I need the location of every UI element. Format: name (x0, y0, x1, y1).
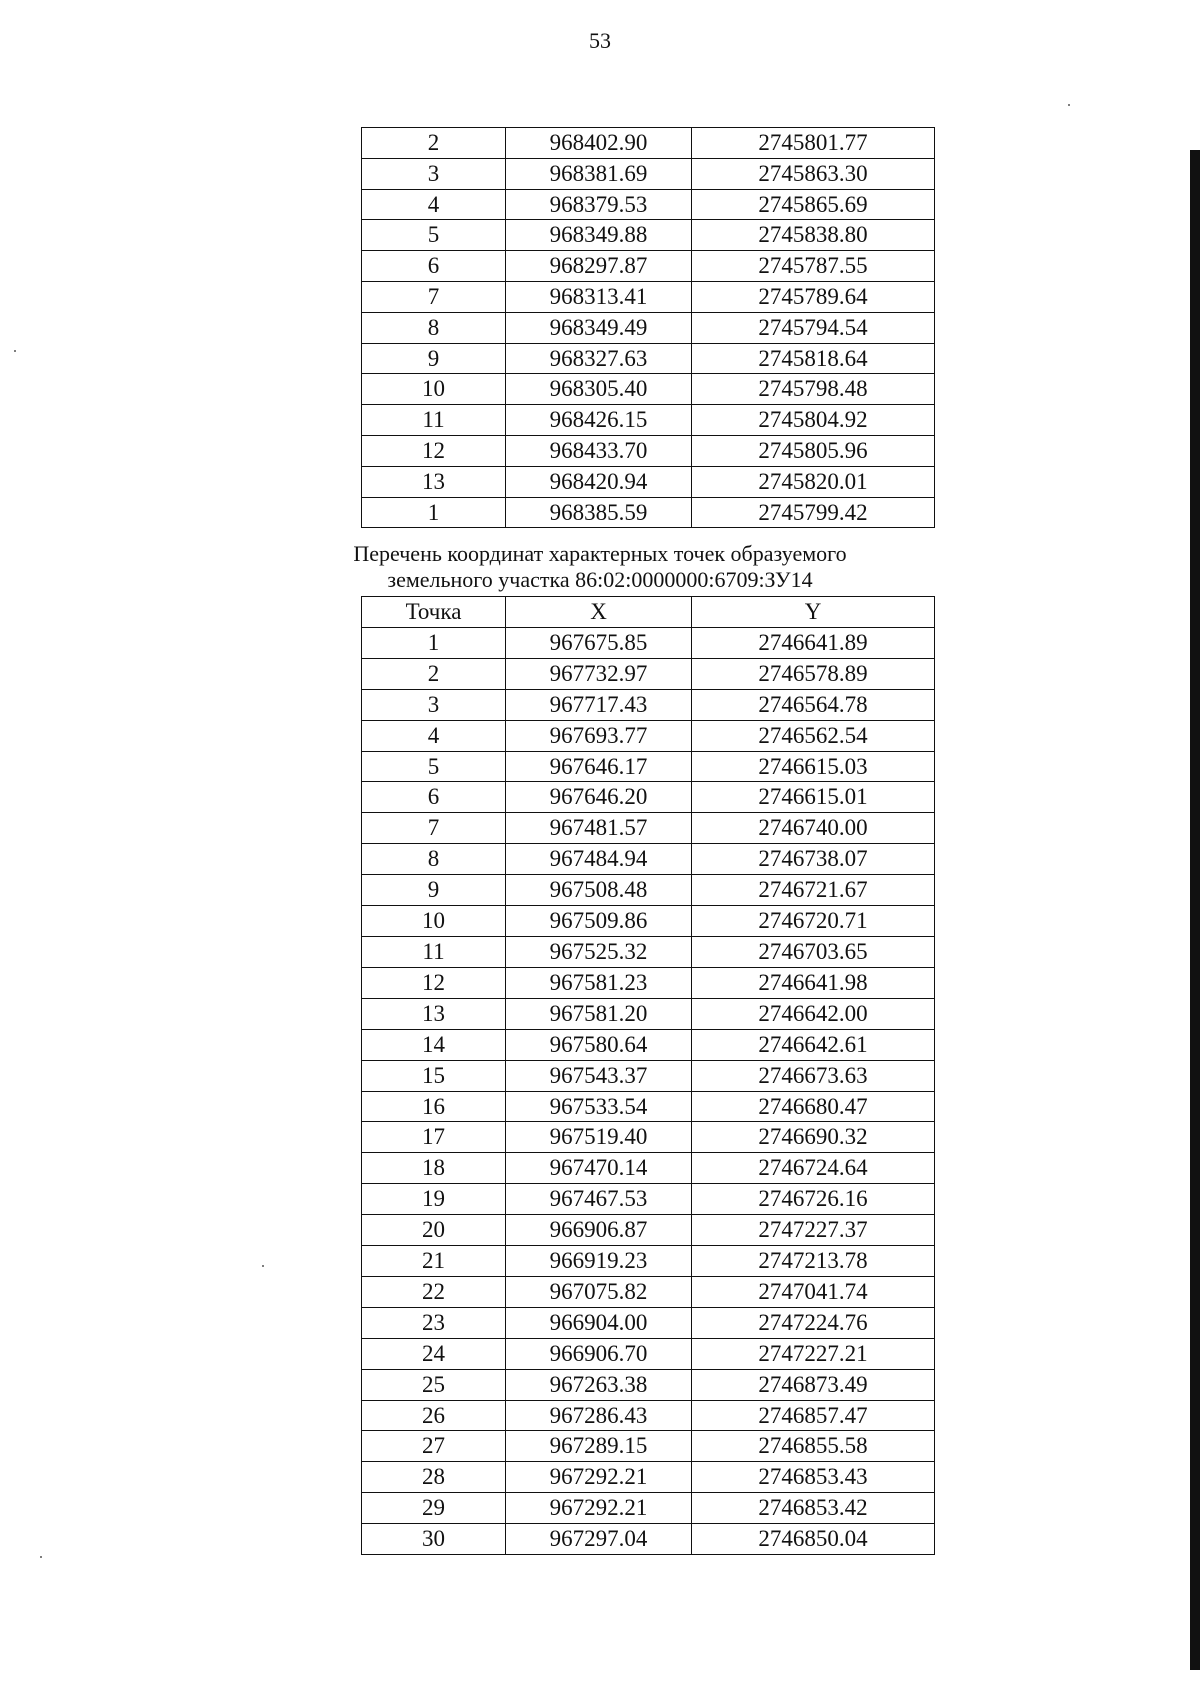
cell-point: 7 (362, 281, 506, 312)
table-row (362, 658, 935, 689)
cell-y: 2745787.55 (692, 251, 935, 282)
cell-y: 2746721.67 (692, 875, 935, 906)
cell-x: 967289.15 (506, 1431, 692, 1462)
cell-point: 28 (362, 1462, 506, 1493)
table-header-row (362, 597, 935, 628)
cell-point: 3 (362, 158, 506, 189)
cell-x: 968305.40 (506, 374, 692, 405)
table-row (362, 998, 935, 1029)
cell-y: 2746873.49 (692, 1369, 935, 1400)
table-row (362, 906, 935, 937)
cell-point: 5 (362, 220, 506, 251)
cell-point: 20 (362, 1215, 506, 1246)
cell-y: 2746703.65 (692, 936, 935, 967)
table-row (362, 1153, 935, 1184)
cell-x: 967581.23 (506, 967, 692, 998)
table-row (362, 281, 935, 312)
cell-y: 2746738.07 (692, 844, 935, 875)
cell-y: 2745805.96 (692, 435, 935, 466)
table-row (362, 312, 935, 343)
cell-y: 2746642.00 (692, 998, 935, 1029)
cell-x: 967717.43 (506, 689, 692, 720)
coordinates-table-continued-body (362, 128, 935, 528)
caption-line-2: земельного участка 86:02:0000000:6709:ЗУ14 (387, 567, 813, 592)
scan-edge-bar (1190, 150, 1200, 1670)
page-number: 53 (589, 28, 611, 53)
table-row (362, 1029, 935, 1060)
cell-y: 2746564.78 (692, 689, 935, 720)
cell-y: 2745820.01 (692, 466, 935, 497)
cell-x: 967646.20 (506, 782, 692, 813)
cell-point: 16 (362, 1091, 506, 1122)
header-x: X (506, 597, 692, 628)
cell-point: 5 (362, 751, 506, 782)
cell-point: 23 (362, 1307, 506, 1338)
table-row (362, 1060, 935, 1091)
cell-x: 967509.86 (506, 906, 692, 937)
cell-x: 967484.94 (506, 844, 692, 875)
cell-x: 967581.20 (506, 998, 692, 1029)
table-row (362, 1369, 935, 1400)
cell-y: 2745804.92 (692, 405, 935, 436)
cell-point: 17 (362, 1122, 506, 1153)
cell-y: 2746740.00 (692, 813, 935, 844)
table-row (362, 1184, 935, 1215)
table-row (362, 405, 935, 436)
cell-point: 18 (362, 1153, 506, 1184)
cell-y: 2746690.32 (692, 1122, 935, 1153)
cell-point: 11 (362, 405, 506, 436)
cell-x: 967467.53 (506, 1184, 692, 1215)
cell-x: 968420.94 (506, 466, 692, 497)
table-row (362, 751, 935, 782)
cell-x: 967646.17 (506, 751, 692, 782)
table-row (362, 128, 935, 159)
cell-y: 2745798.48 (692, 374, 935, 405)
table-row (362, 251, 935, 282)
cell-x: 967525.32 (506, 936, 692, 967)
cell-point: 12 (362, 967, 506, 998)
cell-point: 14 (362, 1029, 506, 1060)
cell-point: 12 (362, 435, 506, 466)
cell-y: 2746853.43 (692, 1462, 935, 1493)
cell-x: 968349.49 (506, 312, 692, 343)
cell-x: 967286.43 (506, 1400, 692, 1431)
cell-x: 968379.53 (506, 189, 692, 220)
cell-point: 30 (362, 1524, 506, 1555)
cell-x: 967297.04 (506, 1524, 692, 1555)
cell-x: 968426.15 (506, 405, 692, 436)
coordinates-table-zu14-body (362, 627, 935, 1554)
cell-point: 9 (362, 875, 506, 906)
cell-y: 2746615.01 (692, 782, 935, 813)
header-y: Y (692, 597, 935, 628)
cell-x: 967732.97 (506, 658, 692, 689)
cell-y: 2746855.58 (692, 1431, 935, 1462)
cell-point: 2 (362, 658, 506, 689)
cell-y: 2747227.37 (692, 1215, 935, 1246)
cell-y: 2746850.04 (692, 1524, 935, 1555)
cell-x: 968297.87 (506, 251, 692, 282)
cell-y: 2746673.63 (692, 1060, 935, 1091)
cell-y: 2746680.47 (692, 1091, 935, 1122)
cell-y: 2746642.61 (692, 1029, 935, 1060)
table-row (362, 1524, 935, 1555)
cell-point: 19 (362, 1184, 506, 1215)
scan-speck (1068, 104, 1070, 106)
table-row (362, 497, 935, 528)
table-row (362, 844, 935, 875)
table-row (362, 1431, 935, 1462)
cell-y: 2745865.69 (692, 189, 935, 220)
cell-point: 6 (362, 251, 506, 282)
cell-y: 2746641.98 (692, 967, 935, 998)
cell-y: 2747041.74 (692, 1276, 935, 1307)
cell-x: 967533.54 (506, 1091, 692, 1122)
cell-y: 2745838.80 (692, 220, 935, 251)
table-row (362, 1276, 935, 1307)
cell-point: 11 (362, 936, 506, 967)
table-row (362, 466, 935, 497)
cell-x: 968433.70 (506, 435, 692, 466)
cell-point: 10 (362, 906, 506, 937)
cell-x: 967580.64 (506, 1029, 692, 1060)
cell-x: 968349.88 (506, 220, 692, 251)
cell-y: 2746853.42 (692, 1493, 935, 1524)
cell-x: 967075.82 (506, 1276, 692, 1307)
cell-x: 968385.59 (506, 497, 692, 528)
coordinates-table-continued (361, 127, 935, 528)
cell-x: 966919.23 (506, 1246, 692, 1277)
cell-y: 2747213.78 (692, 1246, 935, 1277)
cell-point: 25 (362, 1369, 506, 1400)
cell-x: 967292.21 (506, 1462, 692, 1493)
cell-x: 968381.69 (506, 158, 692, 189)
cell-point: 9 (362, 343, 506, 374)
cell-y: 2747227.21 (692, 1338, 935, 1369)
cell-y: 2745789.64 (692, 281, 935, 312)
cell-y: 2746615.03 (692, 751, 935, 782)
cell-x: 967693.77 (506, 720, 692, 751)
cell-point: 8 (362, 312, 506, 343)
table-row (362, 435, 935, 466)
cell-x: 968402.90 (506, 128, 692, 159)
table-row (362, 967, 935, 998)
cell-x: 967508.48 (506, 875, 692, 906)
table-row (362, 936, 935, 967)
table-row (362, 627, 935, 658)
cell-y: 2747224.76 (692, 1307, 935, 1338)
table-row (362, 220, 935, 251)
table-row (362, 1493, 935, 1524)
cell-y: 2745818.64 (692, 343, 935, 374)
cell-y: 2746562.54 (692, 720, 935, 751)
table-row (362, 158, 935, 189)
table-row (362, 813, 935, 844)
table-row (362, 1462, 935, 1493)
cell-y: 2746578.89 (692, 658, 935, 689)
cell-point: 13 (362, 466, 506, 497)
cell-x: 967470.14 (506, 1153, 692, 1184)
cell-y: 2746726.16 (692, 1184, 935, 1215)
cell-x: 968327.63 (506, 343, 692, 374)
cell-point: 1 (362, 627, 506, 658)
cell-y: 2745863.30 (692, 158, 935, 189)
table-row (362, 374, 935, 405)
cell-point: 13 (362, 998, 506, 1029)
cell-y: 2745794.54 (692, 312, 935, 343)
cell-x: 968313.41 (506, 281, 692, 312)
cell-point: 3 (362, 689, 506, 720)
table-row (362, 1246, 935, 1277)
cell-point: 26 (362, 1400, 506, 1431)
cell-point: 29 (362, 1493, 506, 1524)
cell-x: 966906.87 (506, 1215, 692, 1246)
cell-y: 2746641.89 (692, 627, 935, 658)
table-row (362, 689, 935, 720)
cell-point: 27 (362, 1431, 506, 1462)
cell-x: 967519.40 (506, 1122, 692, 1153)
cell-x: 966904.00 (506, 1307, 692, 1338)
coordinates-table-zu14 (361, 596, 935, 1555)
cell-point: 15 (362, 1060, 506, 1091)
caption-line-1: Перечень координат характерных точек образуемого (353, 541, 847, 566)
table-row (362, 720, 935, 751)
cell-point: 8 (362, 844, 506, 875)
cell-y: 2745801.77 (692, 128, 935, 159)
table-row (362, 1400, 935, 1431)
cell-point: 1 (362, 497, 506, 528)
cell-x: 967292.21 (506, 1493, 692, 1524)
cell-x: 967675.85 (506, 627, 692, 658)
table-row (362, 1307, 935, 1338)
cell-point: 6 (362, 782, 506, 813)
table-row (362, 1338, 935, 1369)
table-row (362, 189, 935, 220)
cell-point: 22 (362, 1276, 506, 1307)
cell-point: 10 (362, 374, 506, 405)
cell-point: 4 (362, 189, 506, 220)
cell-point: 2 (362, 128, 506, 159)
table-row (362, 782, 935, 813)
cell-point: 4 (362, 720, 506, 751)
cell-point: 24 (362, 1338, 506, 1369)
scan-speck (14, 350, 16, 352)
cell-y: 2745799.42 (692, 497, 935, 528)
cell-x: 967543.37 (506, 1060, 692, 1091)
scan-speck (40, 1556, 42, 1558)
table-caption (300, 541, 900, 593)
table-row (362, 343, 935, 374)
table-row (362, 1215, 935, 1246)
header-point: Точка (362, 597, 506, 628)
table-row (362, 875, 935, 906)
cell-point: 7 (362, 813, 506, 844)
table-row (362, 1122, 935, 1153)
table-row (362, 1091, 935, 1122)
cell-point: 21 (362, 1246, 506, 1277)
cell-x: 966906.70 (506, 1338, 692, 1369)
cell-y: 2746724.64 (692, 1153, 935, 1184)
cell-x: 967263.38 (506, 1369, 692, 1400)
cell-y: 2746720.71 (692, 906, 935, 937)
cell-y: 2746857.47 (692, 1400, 935, 1431)
scan-speck (262, 1265, 264, 1267)
cell-x: 967481.57 (506, 813, 692, 844)
